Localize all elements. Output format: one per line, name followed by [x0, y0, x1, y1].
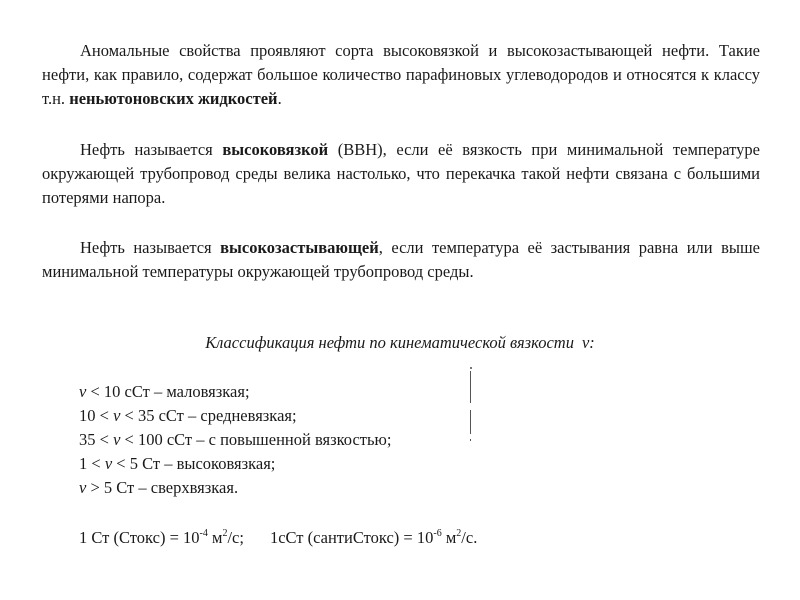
paragraph-text: Нефть называется [80, 140, 223, 159]
stokes-unit: м [207, 528, 223, 547]
term-high-pour-point: высокозастывающей [220, 238, 379, 257]
stokes-unit-tail: /с; [227, 528, 244, 547]
unit-conversion-line [79, 526, 477, 550]
list-item [79, 428, 391, 452]
list-item [79, 452, 391, 476]
classification-heading [0, 331, 800, 355]
list-item [79, 380, 391, 404]
range-description: > 5 Ст – сверхвязкая. [86, 478, 239, 497]
stokes-definition: 1 Ст (Стокс) = 10 [79, 528, 200, 547]
nu-symbol: ν [104, 454, 113, 473]
centistokes-unit-exponent: 2 [456, 528, 462, 539]
range-description: < 100 сСт – с повышенной вязкостью; [120, 430, 392, 449]
range-description: < 5 Ст – высоковязкая; [112, 454, 276, 473]
viscosity-classification-list [79, 380, 391, 500]
paragraph-text: . [277, 89, 282, 108]
decorative-dot [470, 367, 472, 369]
paragraph-text: (ВВН), если её вязкость при минимальной температуре окружающей трубопровод среды велика настолько, что перекачка такой нефти связана с большими потерями напора. [42, 140, 761, 207]
nu-symbol: ν [79, 478, 87, 497]
vertical-rule [470, 371, 471, 403]
term-non-newtonian: неньютоновских жидкостей [69, 89, 278, 108]
stokes-exponent: -4 [199, 528, 208, 539]
nu-symbol: ν [113, 406, 121, 425]
paragraph-text: Нефть называется [80, 238, 221, 257]
centistokes-unit-tail: /с. [461, 528, 478, 547]
paragraph-anomalous-properties [42, 39, 760, 111]
paragraph-text: , если температура её застывания равна или выше минимальной температуры окружающей трубопровод среды. [42, 238, 760, 281]
list-item [79, 404, 391, 428]
centistokes-definition: 1сСт (сантиСтокс) = 10 [269, 528, 434, 547]
classification-heading-text: Классификация нефти по кинематической вязкости [205, 333, 574, 352]
term-high-viscosity: высоковязкой [222, 140, 329, 159]
range-description: < 10 сСт – маловязкая; [86, 382, 250, 401]
range-lower: 35 < [79, 430, 114, 449]
viscosity-symbol: ν: [581, 333, 595, 352]
paragraph-high-pour-point-definition [42, 236, 760, 284]
range-lower: 10 < [79, 406, 114, 425]
range-description: < 35 сСт – средневязкая; [120, 406, 297, 425]
centistokes-unit: м [441, 528, 457, 547]
paragraph-high-viscosity-definition [42, 138, 760, 210]
nu-symbol: ν [113, 430, 121, 449]
vertical-rule [470, 439, 471, 441]
nu-symbol: ν [79, 382, 87, 401]
paragraph-text: Аномальные свойства проявляют сорта высоковязкой и высокозастывающей нефти. Такие нефти, как правило, содержат большое количество парафиновых углеводородов и относятся к классу т.н. [42, 41, 760, 108]
vertical-rule [470, 410, 471, 434]
range-lower: 1 < [79, 454, 105, 473]
stokes-unit-exponent: 2 [222, 528, 228, 539]
list-item [79, 476, 391, 500]
centistokes-exponent: -6 [433, 528, 442, 539]
